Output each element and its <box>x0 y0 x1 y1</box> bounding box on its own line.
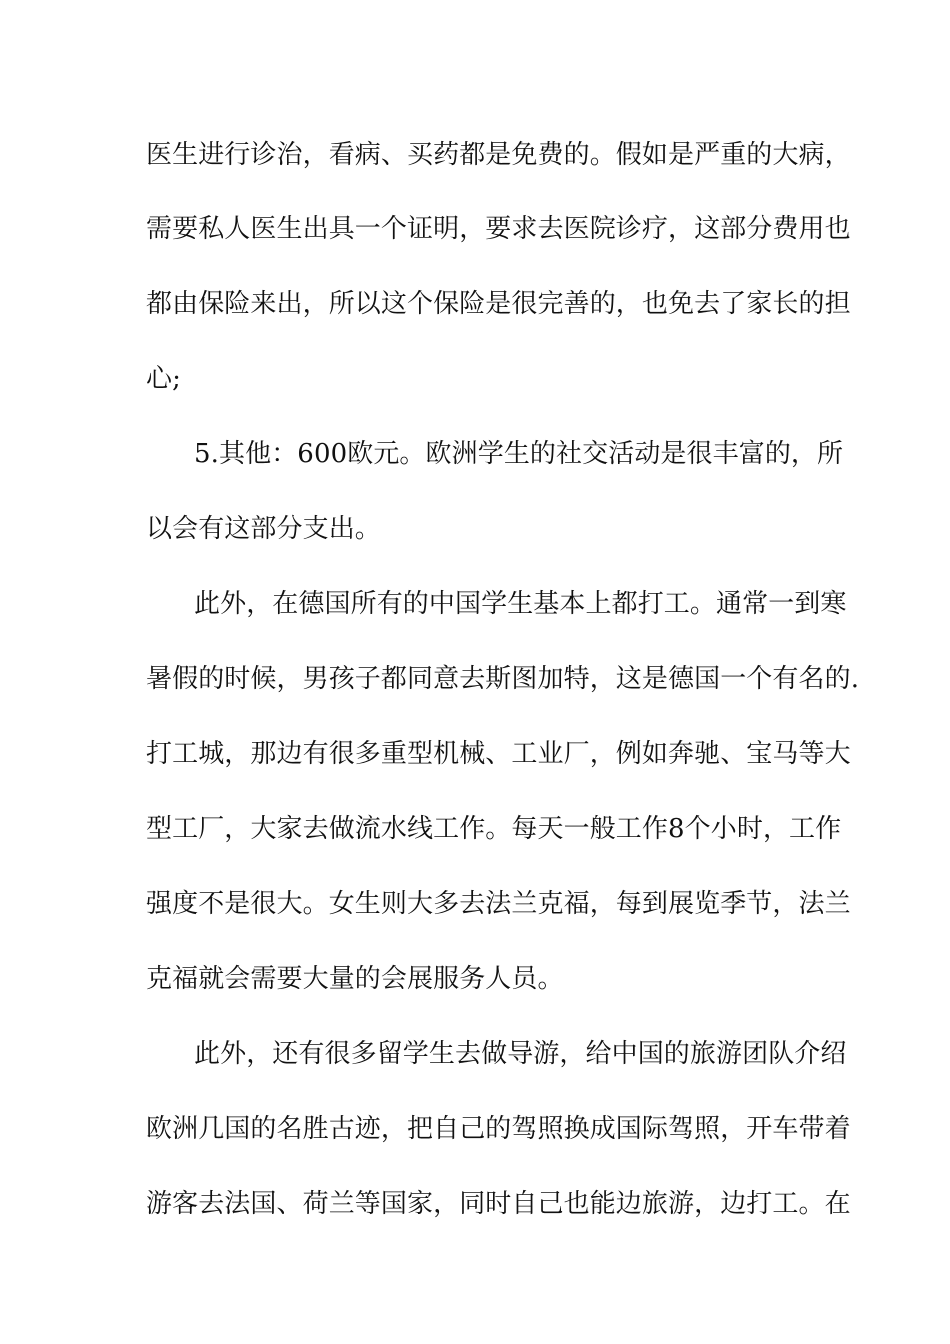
text-line: 克福就会需要大量的会展服务人员。 <box>146 964 564 994</box>
text-line: 以会有这部分支出。 <box>146 514 381 544</box>
text-line: 此外，还有很多留学生去做导游，给中国的旅游团队介绍 <box>194 1039 847 1069</box>
text-line: 5.其他：600欧元。欧洲学生的社交活动是很丰富的，所 <box>194 439 844 469</box>
text-line: 型工厂，大家去做流水线工作。每天一般工作8个小时，工作 <box>146 814 842 844</box>
text-line: 游客去法国、荷兰等国家，同时自己也能边旅游，边打工。在 <box>146 1189 851 1219</box>
text-line: 此外，在德国所有的中国学生基本上都打工。通常一到寒 <box>194 589 847 619</box>
text-line: 都由保险来出，所以这个保险是很完善的，也免去了家长的担 <box>146 289 851 319</box>
text-line: 需要私人医生出具一个证明，要求去医院诊疗，这部分费用也 <box>146 214 851 244</box>
text-line: 暑假的时候，男孩子都同意去斯图加特，这是德国一个有名的. <box>146 664 860 694</box>
text-line: 心; <box>146 364 181 394</box>
text-line: 打工城，那边有很多重型机械、工业厂，例如奔驰、宝马等大 <box>146 739 851 769</box>
text-line: 医生进行诊治，看病、买药都是免费的。假如是严重的大病， <box>146 140 851 170</box>
text-line: 强度不是很大。女生则大多去法兰克福，每到展览季节，法兰 <box>146 889 851 919</box>
text-line: 欧洲几国的名胜古迹，把自己的驾照换成国际驾照，开车带着 <box>146 1114 851 1144</box>
